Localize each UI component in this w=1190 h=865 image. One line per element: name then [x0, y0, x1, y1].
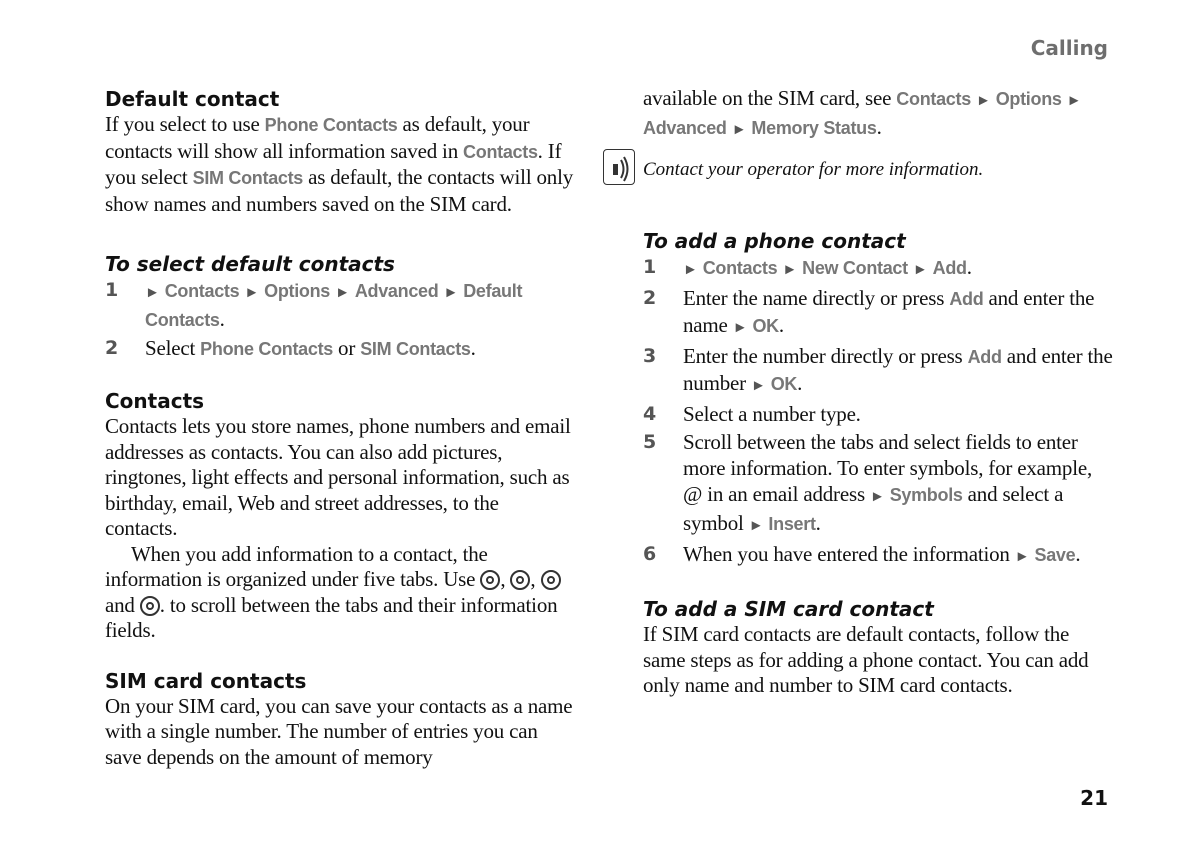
- arrow-right-icon: ►: [1066, 93, 1082, 109]
- arrow-right-icon: ►: [748, 518, 764, 534]
- page-number: 21: [1080, 786, 1108, 810]
- heading-add-sim-contact: To add a SIM card contact: [643, 597, 934, 621]
- arrow-right-icon: ►: [912, 262, 928, 278]
- steps-select-default: [105, 277, 575, 362]
- operator-note: Contact your operator for more information.: [643, 157, 1113, 182]
- menu-term-sim-contacts: SIM Contacts: [192, 168, 304, 188]
- running-header: Calling: [1030, 36, 1108, 60]
- navigation-key-left-icon: [541, 570, 561, 590]
- paragraph-contacts-tabs: When you add information to a contact, the information is organized under five tabs. Use , , and . to scroll between the tabs and their information fields.: [105, 542, 575, 644]
- menu-term-contacts: Contacts: [463, 141, 538, 162]
- arrow-right-icon: ►: [1014, 549, 1030, 565]
- paragraph-contacts-intro: Contacts lets you store names, phone numbers and email addresses as contacts. You can also add pictures, ringtones, light effects and personal information, such as birthday, email, Web and street addresses, to the contacts.: [105, 414, 571, 540]
- arrow-right-icon: ►: [869, 489, 885, 505]
- step-item: 4 Select a number type.: [643, 402, 861, 426]
- steps-add-phone-contact: [643, 254, 1113, 570]
- step-item: 1 ► Contacts ► New Contact ► Add.: [643, 255, 972, 279]
- arrow-right-icon: ►: [732, 320, 748, 336]
- arrow-right-icon: ►: [244, 285, 260, 301]
- right-column: [643, 86, 1113, 699]
- arrow-right-icon: ►: [731, 121, 747, 138]
- step-item: 1 ► Contacts ► Options ► Advanced ► Default Contacts.: [105, 279, 523, 331]
- arrow-right-icon: ►: [683, 262, 698, 278]
- arrow-right-icon: ►: [443, 285, 459, 301]
- navigation-key-up-icon: [480, 570, 500, 590]
- heading-add-phone-contact: To add a phone contact: [643, 229, 906, 253]
- heading-select-default-contacts: To select default contacts: [105, 252, 395, 276]
- paragraph-sim-card-contacts: On your SIM card, you can save your contacts as a name with a single number. The number of entries you can save depends on the amount of memory: [105, 693, 573, 769]
- paragraph-default-contact: If you select to use Phone Contacts as default, your contacts will show all information saved in Contacts. If you select SIM Contacts as default, the contacts will only show names and numbers saved on the SIM card.: [105, 112, 574, 216]
- step-item: 3 Enter the number directly or press Add and enter the number ► OK.: [643, 344, 1113, 395]
- heading-sim-card-contacts: SIM card contacts: [105, 668, 307, 693]
- arrow-right-icon: ►: [782, 262, 798, 278]
- step-item: 5 Scroll between the tabs and select fields to enter more information. To enter symbols, for example, @ in an email address ► Symbols and select a symbol ► Insert.: [643, 430, 1093, 535]
- navigation-key-down-icon: [510, 570, 530, 590]
- arrow-right-icon: ►: [145, 285, 160, 301]
- paragraph-continued: available on the SIM card, see Contacts ► Options ► Advanced ► Memory Status.: [643, 86, 1082, 139]
- navigation-key-right-icon: [140, 596, 160, 616]
- heading-default-contact: Default contact: [105, 87, 280, 111]
- step-item: 2 Select Phone Contacts or SIM Contacts.: [105, 336, 476, 360]
- arrow-right-icon: ►: [975, 93, 991, 109]
- step-item: 6 When you have entered the information ► Save.: [643, 542, 1081, 566]
- left-column: [105, 86, 575, 770]
- arrow-right-icon: ►: [751, 378, 766, 394]
- arrow-right-icon: ►: [335, 285, 350, 301]
- paragraph-add-sim-contact: If SIM card contacts are default contacts, follow the same steps as for adding a phone contact. You can add only name and number to SIM card contacts.: [643, 622, 1089, 697]
- heading-contacts: Contacts: [105, 389, 205, 413]
- step-item: 2 Enter the name directly or press Add and enter the name ► OK.: [643, 286, 1095, 337]
- menu-term-phone-contacts: Phone Contacts: [264, 115, 398, 135]
- operator-note-icon: [603, 149, 635, 185]
